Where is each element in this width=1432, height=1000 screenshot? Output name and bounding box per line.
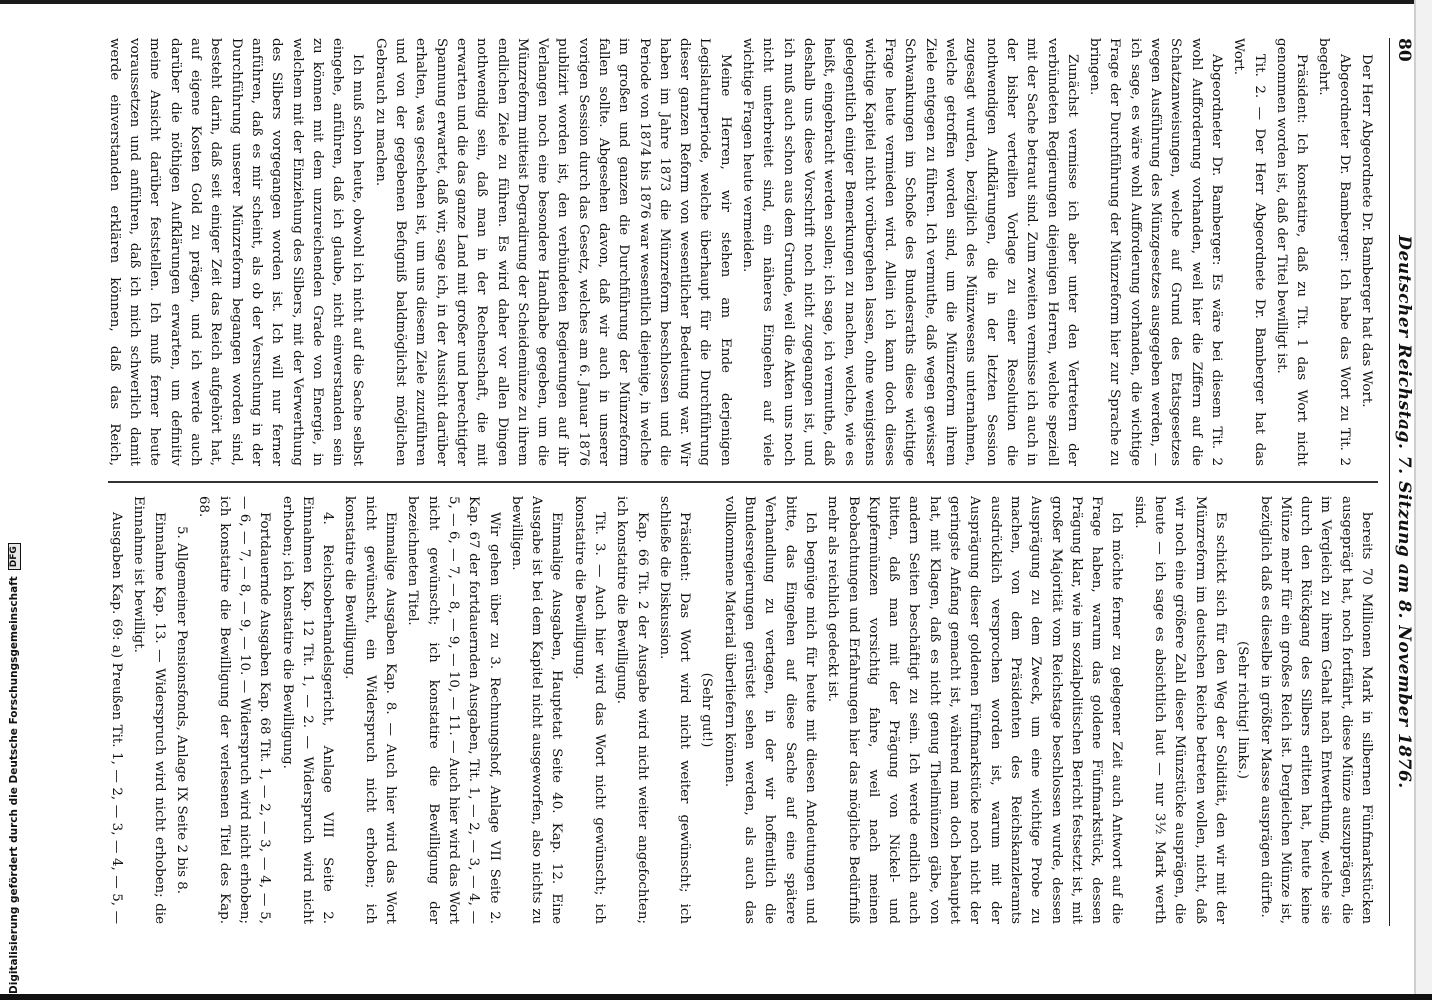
running-head: Deutscher Reichstag. 7. Sitzung am 8. November 1876. xyxy=(1394,235,1414,789)
digitization-credit-label xyxy=(6,546,22,994)
scan-edge-bottom xyxy=(0,994,1432,1000)
paragraph: Präsident: Ich konstatire, daß zu Tit. 1 das Wort nicht genommen worden ist, daß der Titel bewilligt ist. xyxy=(1273,38,1310,466)
paragraph: Ausgaben Kap. 69: a) Preußen Tit. 1, — 2, — 3, — 4, — 5, — xyxy=(109,512,125,924)
paragraph: Tit. 2. — Der Herr Abgeordnete Dr. Bamberger hat das Wort. xyxy=(1231,38,1267,466)
paragraph: Zunächst vermisse ich aber unter den Vertretern der verbündeten Regierungen diejenigen Herren, welche speziell mit der Sache betraut sind. Zum zweiten vermisse ich auch in der bisher verteilten Vorlage zu einer Resolution die nothwendigen Aufklärungen, die in der letzten Session zugesagt wurden, bezüglich des Münzwesens unternahmen, welche getroffen worden sind, um die Münzreform ihrem Ziele entgegen zu führen. Ich vermuthe, daß wegen gewisser Schwankungen im Schoße des Bundesraths diese wichtige Frage heute vermieden wird. Allein ich kann doch dieses wichtige Kapitel nicht vorübergehen lassen, ohne wenigstens gelegentlich einiger Bemerkungen zu machen, welche, wie es heißt, eingebracht werden sollen; ich sage, ich vermuthe, daß deshalb uns diese Vorschrift noch nicht zugegangen ist, und ich muß auch schon aus dem Grunde, weil die Akten uns noch nicht unterbreitet sind, ein näheres Eingehen auf viele wichtige Fragen heute vermeiden. xyxy=(740,38,1080,466)
rotated-page xyxy=(90,38,1418,926)
paragraph: bereits 70 Millionen Mark in silbernen Fünfmarkstücken ausgeprägt hat, noch fortfährt, diese Münze auszuprägen, die im Vergleich zu ihrem Gehalt nach Entwerthung, welche sie durch den Rückgang des Silbers erlitten hat, heute keine Münze mehr für ein großes Reich ist. Dergleichen Münze ist, bezüglich daß es dieselbe in größter Masse ausprägen dürfte. xyxy=(1257,496,1374,924)
paragraph: Präsident: Das Wort wird nicht weiter gewünscht; ich schließe die Diskussion. xyxy=(656,496,693,924)
left-column xyxy=(106,38,1376,466)
paragraph: Fortdauernde Ausgaben Kap. 68 Tit. 1, — 2, — 3, — 4, — 5, — 6, — 7, — 8, — 9, — 10. — Widerspruch wird nicht erhoben; ich konstatire die Bewilligung der verlesenen Titel des Kap. 68. xyxy=(196,496,273,924)
paragraph: Einmalige Ausgaben, Hauptetat Seite 40. Kap. 12. Eine Ausgabe ist bei dem Kapitel nicht ausgeworfen, also nichts zu bewilligen. xyxy=(508,496,565,924)
section-heading: 5. Allgemeiner Pensionsfonds, Anlage IX Seite 2 bis 8. xyxy=(174,525,190,894)
paragraph: Der Herr Abgeordnete Dr. Bamberger hat das Wort. xyxy=(1359,54,1374,408)
paragraph: Meine Herren, wir stehen am Ende derjenigen Legislaturperiode, welche überhaupt für die Durchführung dieser ganzen Reform von wesentlicher Bedeutung war. Wir haben im Jahre 1873 die Münzreform beschlossen und die Periode von 1874 bis 1876 war wesentlich diejenige, in welche im großen und ganzen die Durchführung der Münzreform fallen sollte. Abgesehen davon, daß wir auch in unserer vorigen Session durch das Gesetz, welches am 6. Januar 1876 publizirt worden ist, den verbündeten Regierungen auf ihr Verlangen noch eine besondere Handhabe gegeben, um die Münzreform mitteist Degradirung der Scheidemünze zu ihrem endlichen Ziele zu führen. Es wird daher vor allen Dingen nothwendig sein, daß man in der Rechenschaft, die mit erwarten und die das ganze Land mit großer und berechtigter Spannung erwartet, daß wir, sage ich, in der Aussicht darüber erhalten, was geschehen ist, um uns diesem Ziele zuzuführen und von der gegebenen Befugniß baldmöglichst möglichen Gebrauch zu machen. xyxy=(372,38,733,466)
page-number: 80 xyxy=(1394,38,1414,62)
digitization-credit-text: Digitalisierung gefördert durch die Deutsche Forschungsgemeinschaft xyxy=(8,576,20,994)
paragraph: 4. Reichsoberhandelsgericht, Anlage VIII Seite 2. Einnahmen Kap. 12 Tit. 1, — 2. — Widerspruch wird nicht erhoben; ich konstatire die Bewilligung. xyxy=(279,496,336,924)
paragraph: Abgeordneter Dr. Bamberger: Ich habe das Wort zu Tit. 2 begehrt. xyxy=(1316,38,1352,466)
digitization-credit xyxy=(6,546,22,994)
paragraph: Wir gehen über zu 3. Rechnungshof, Anlage VII Seite 2. Kap. 67 der fortdauernden Ausgaben, Tit. 1, — 2, — 3, — 4, — 5, — 6, — 7, — 8, — 9, — 10, — 11. — Auch hier wird das Wort nicht gewünscht; ich konstatire die Bewilligung der bezeichneten Titel. xyxy=(405,496,502,924)
right-column xyxy=(106,496,1376,924)
interjection: (Sehr gut!) xyxy=(699,672,715,748)
paragraph: Einmalige Ausgaben Kap. 8. — Auch hier wird das Wort nicht gewünscht, ein Widerspruch nicht erhoben; ich konstatire die Bewilligung. xyxy=(342,496,399,924)
paragraph: Ich möchte ferner zu gelegener Zeit auch Antwort auf die Frage haben, warum das goldene Fünfmarkstück, dessen Prägung klar, wie im sozialpolitischen Bericht festsetzt ist, mit großer Majorität vom Reichstage beschlossen wurde, dessen Ausprägung zu dem Zweck, um eine wichtige Probe zu machen, von dem Präsidenten des Reichskanzleramts ausdrücklich versprochen worden ist, warum mit der Ausprägung dieser goldenen Fünfmarkstücke noch nicht der geringste Anfang gemacht ist, während man doch behauptet hat, mit Klagen, daß es nicht genug Theilmünzen gäbe, von andern Seiten beschäftigt zu sein. Ich werde endlich auch bitten, daß man mit der Prägung von Nickel- und Kupfermünzen vorsichtig fahre, weil nach meinen Beobachtungen und Erfahrungen hier das mögliche Bedürfniß mehr als reichlich gedeckt ist. xyxy=(825,496,1125,924)
paragraph: Ich begnüge mich für heute mit diesen Andeutungen und bitte, das Eingehen auf diese Sache auf eine spätere Verhandlung zu vertagen, in der wir hoffentlich die Bundesregierungen gerüstet sehen werden, als auch das vollkommene Material überliefern können. xyxy=(721,496,818,924)
interjection: (Sehr richtig! links.) xyxy=(1235,641,1251,779)
paragraph: Abgeordneter Dr. Bamberger: Es wäre bei diesem Tit. 2 wohl Aufforderung vorhanden, weil hier die Ziffern auf die Schatzanweisungen, welche auf Grund des Etatsgesetzes wegen Ausführung des Münzgesetzes ausgegeben werden, — ich sage, es wäre wohl Aufforderung vorhanden, die wichtige Frage der Durchführung der Münzreform hier zur Sprache zu bringen. xyxy=(1087,38,1224,466)
paragraph: Ich muß schon heute, obwohl ich nicht auf die Sache selbst eingehe, anführen, daß ich glaube, nicht einverstanden sein zu können mit dem unzureichenden Grade von Energie, in welchem mit der Einziehung des Silbers, mit der Verwerthung des Silbers vorgegangen worden ist. Ich will nur ferner anführen, daß es mir scheint, als ob der Versuchung in der Durchführung unserer Münzreform begangen worden sind, besteht darin, daß seit einiger Zeit das Reich aufgehört hat, auf eigene Kosten Gold zu prägen, und ich werde auch darüber die nöthigen Aufklärungen erwarten, um definitiv meine Ansicht darüber feststellen. Ich muß ferner heute voraussetzen und anführen, daß ich mich schwerlich damit werde einverstanden erklären können, daß das Reich, xyxy=(106,38,366,466)
scan-edge-top xyxy=(0,0,1432,4)
paragraph: Kap. 66 Tit. 2 der Ausgabe wird nicht weiter angefochten; ich konstatire die Bewilligung. xyxy=(614,496,650,924)
page-header xyxy=(1389,38,1418,926)
paragraph: Tit. 3. — Auch hier wird das Wort nicht gewünscht; ich konstatire die Bewilligung. xyxy=(571,496,608,924)
paragraph: Einnahme Kap. 13. — Widerspruch wird nicht erhoben; die Einnahme ist bewilligt. xyxy=(131,496,167,924)
dfg-logo-icon: DFG xyxy=(8,543,21,570)
paragraph: Es schickt sich für den Weg der Solidität, den wir mit der Münzreform im deutschen Reiche betreten wollen, nicht, daß wir noch eine größere Zahl dieser Münzstücke ausprägen, die heute — ich sage es absichtlich laut — nur 3½ Mark werth sind. xyxy=(1131,496,1228,924)
column-divider xyxy=(108,481,1378,483)
